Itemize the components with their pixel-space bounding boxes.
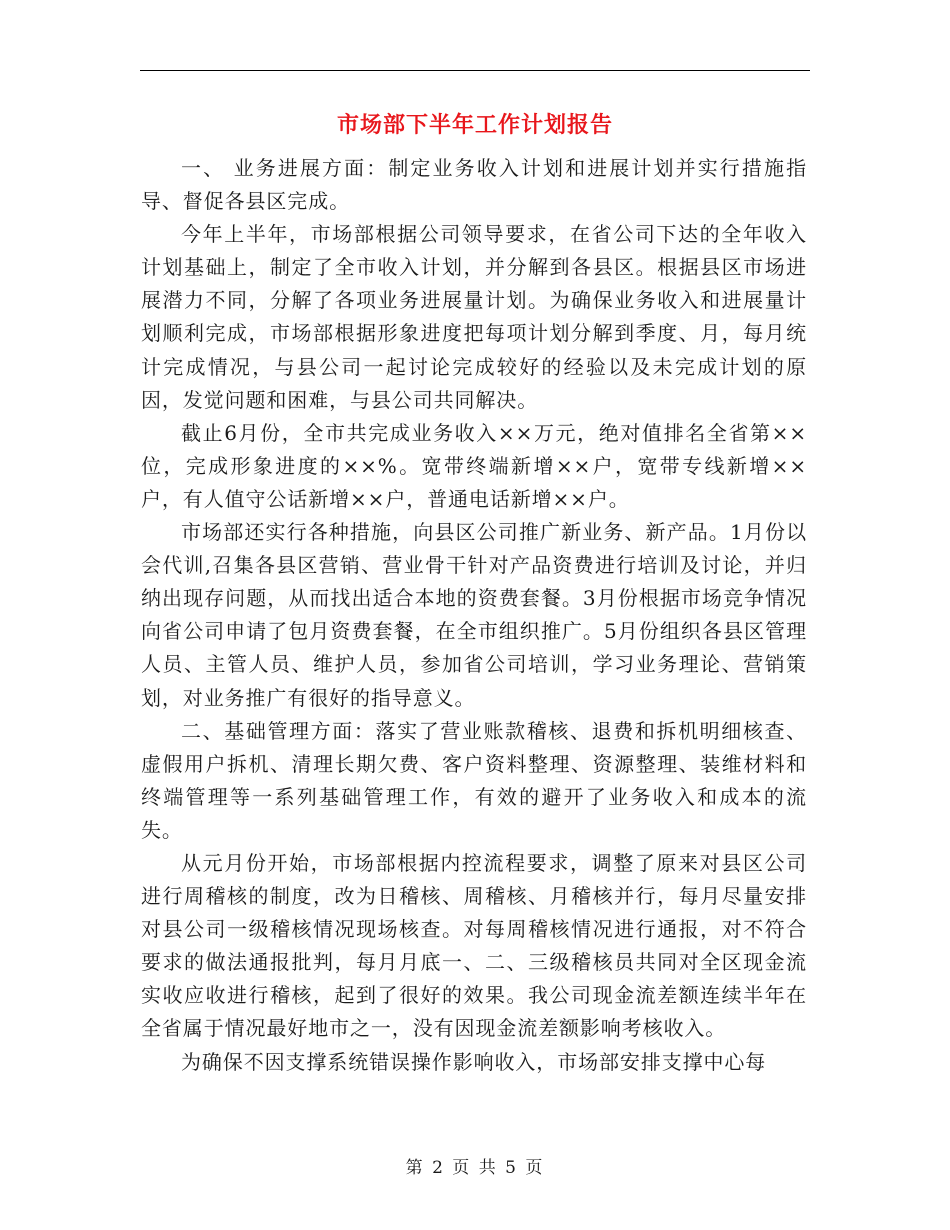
paragraph: 从元月份开始，市场部根据内控流程要求，调整了原来对县区公司进行周稽核的制度，改为日稽核、周稽核、月稽核并行，每月尽量安排对县公司一级稽核情况现场核查。对每周稽核情况进行通报，对不符合要求的做法通报批判，每月月底一、二、三级稽核员共同对全区现金流实收应收进行稽核，起到了很好的效果。我公司现金流差额连续半年在全省属于情况最好地市之一，没有因现金流差额影响考核收入。 [141, 850, 807, 1041]
paragraph: 市场部还实行各种措施，向县区公司推广新业务、新产品。1月份以会代训,召集各县区营销、营业骨干针对产品资费进行培训及讨论，并归纳出现存问题，从而找出适合本地的资费套餐。3月份根据市场竞争情况向省公司申请了包月资费套餐，在全市组织推广。5月份组织各县区管理人员、主管人员、维护人员，参加省公司培训，学习业务理论、营销策划，对业务推广有很好的指导意义。 [141, 520, 807, 710]
paragraph: 为确保不因支撑系统错误操作影响收入，市场部安排支撑中心每 [181, 1049, 767, 1074]
document-title: 市场部下半年工作计划报告 [336, 112, 613, 138]
header-rule [140, 70, 810, 71]
document-body [141, 152, 807, 1079]
paragraph: 一、 业务进展方面：制定业务收入计划和进展计划并实行措施指导、督促各县区完成。 [141, 156, 807, 214]
paragraph: 今年上半年，市场部根据公司领导要求，在省公司下达的全年收入计划基础上，制定了全市收入计划，并分解到各县区。根据县区市场进展潜力不同，分解了各项业务进展量计划。为确保业务收入和进展量计划顺利完成，市场部根据形象进度把每项计划分解到季度、月，每月统计完成情况，与县公司一起讨论完成较好的经验以及未完成计划的原因，发觉问题和困难，与县公司共同解决。 [141, 222, 807, 412]
page-footer: 第 2 页 共 5 页 [405, 1158, 545, 1178]
paragraph: 二、基础管理方面：落实了营业账款稽核、退费和拆机明细核查、虚假用户拆机、清理长期欠费、客户资料整理、资源整理、装维材料和终端管理等一系列基础管理工作，有效的避开了业务收入和成本的流失。 [141, 718, 807, 842]
paragraph: 截止6月份，全市共完成业务收入××万元，绝对值排名全省第××位，完成形象进度的××%。宽带终端新增××户，宽带专线新增××户，有人值守公话新增××户，普通电话新增××户。 [141, 420, 807, 511]
